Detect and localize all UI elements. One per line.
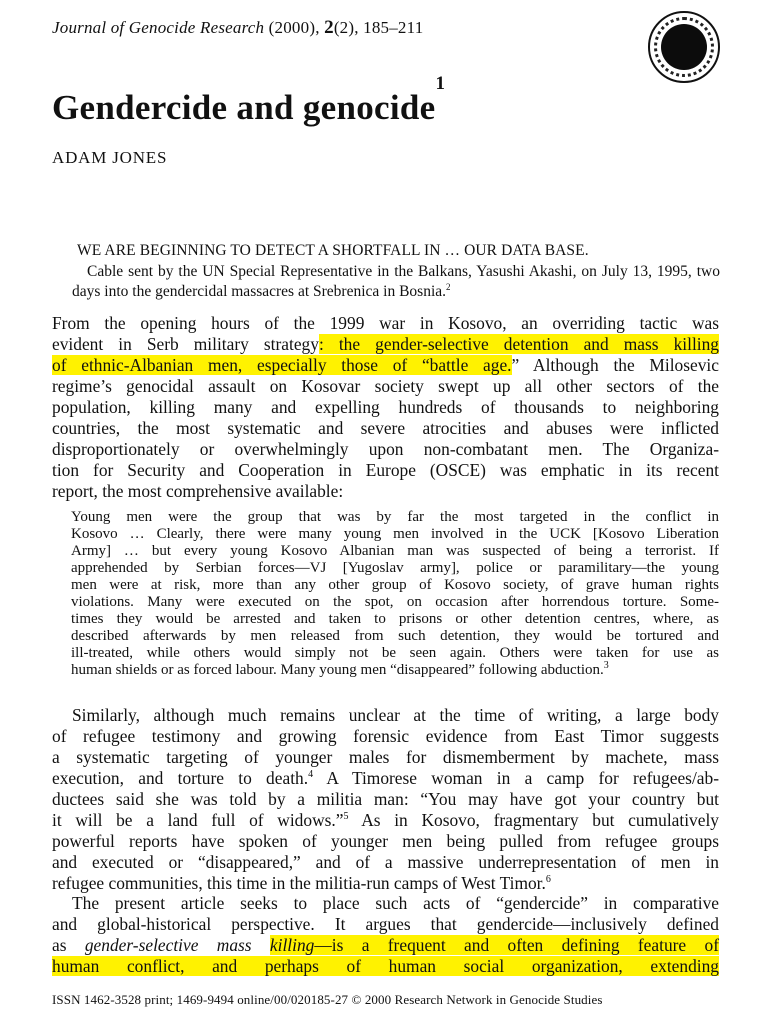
epigraph-quote: WE ARE BEGINNING TO DETECT A SHORTFALL IN … OUR DATA BASE. [77, 242, 589, 259]
highlighted-text: —is a frequent and often defining feature of [314, 935, 719, 955]
quote-line: times they would be arrested and taken to prisons or other detention centres, where, as [71, 611, 719, 627]
p1-line [52, 334, 719, 354]
quote-line: men were at risk, more than any other group of Kosovo society, of grave human rights [71, 577, 719, 593]
footnote-marker: 5 [343, 811, 349, 823]
p1-line: regime’s genocidal assault on Kosovar society swept up all other sectors of the [52, 376, 719, 396]
highlighted-text: : the gender-selective detention and mass killing [318, 334, 719, 354]
p1-line: countries, the most systematic and severe atrocities and abuses were inflicted [52, 418, 719, 438]
p1-line: tion for Security and Cooperation in Europe (OSCE) was emphatic in its recent [52, 460, 719, 480]
p2-text: it will be a land full of widows.” [52, 810, 344, 830]
footnote-marker: 4 [308, 769, 314, 781]
italic-text: gender-selective mass [84, 935, 270, 955]
footnote-marker: 6 [545, 874, 551, 886]
p2-line: ductees said she was told by a militia man: “You may have got your country but [52, 789, 719, 809]
quote-line: violations. Many were executed on the spot, on occasion after horrendous torture. Some- [71, 594, 719, 610]
p2-line [52, 768, 719, 788]
epigraph-footnote-marker: 2 [446, 281, 451, 292]
p1-line [52, 313, 719, 333]
p1-text: evident in Serb military strategy [52, 334, 319, 354]
p2-line [52, 810, 719, 830]
p2-text: execution, and torture to death. [52, 768, 309, 788]
p2-line: Similarly, although much remains unclear at the time of writing, a large body [72, 705, 719, 725]
quote-line [71, 661, 719, 679]
p2-text: refugee communities, this time in the militia-run camps of West Timor. [52, 873, 546, 893]
seal-core [661, 24, 707, 70]
p3-text: as [52, 935, 85, 955]
quote-line: Army] … but every young Kosovo Albanian man was suspected of being a terrorist. If [71, 543, 719, 559]
p1-line: report, the most comprehensive available: [52, 481, 344, 501]
p2-line: and executed or “disappeared,” and of a massive underrepresentation of men in [52, 852, 719, 872]
quote-line: Kosovo … Clearly, there were many young men involved in the UCK [Kosovo Liberation [71, 526, 719, 542]
footer-issn: ISSN 1462-3528 print; 1469-9494 online/00/020185-27 © 2000 Research Network in Genocide Studies [52, 992, 603, 1007]
p1-line: disproportionately or overwhelmingly upon non-combatant men. The Organiza- [52, 439, 719, 459]
highlighted-italic-text: killing [269, 935, 315, 955]
article-author: ADAM JONES [52, 148, 168, 167]
p3-line [52, 956, 719, 976]
p1-line: population, killing many and expelling hundreds of thousands to neighboring [52, 397, 719, 417]
quote-line: ill-treated, while others would simply not be seen again. Others were taken for use as [71, 645, 719, 661]
p3-line: and global-historical perspective. It argues that gendercide—inclusively defined [52, 914, 719, 934]
quote-line: apprehended by Serbian forces—VJ [Yugoslav army], police or paramilitary—the young [71, 560, 719, 576]
p1-text: ” Although the Milosevic [511, 355, 719, 375]
journal-name: Journal of Genocide Research [52, 18, 265, 37]
title-footnote-marker: 1 [435, 73, 446, 94]
p2-text: A Timorese woman in a camp for refugees/ab- [313, 768, 719, 788]
p2-line: powerful reports have spoken of younger men being pulled from refugee groups [52, 831, 719, 851]
journal-year: (2000), [268, 18, 320, 37]
p2-line [52, 873, 719, 893]
highlighted-text: human conflict, and perhaps of human social organization, extending [52, 956, 719, 976]
article-title [52, 73, 446, 128]
highlighted-text: of ethnic-Albanian men, especially those of “battle age. [52, 355, 512, 375]
quote-footnote-marker: 3 [603, 660, 609, 671]
p3-line [52, 935, 719, 955]
journal-volume: 2 [324, 17, 334, 38]
article-title-text: Gendercide and genocide [52, 88, 436, 127]
p2-line: a systematic targeting of younger males for dismemberment by machete, mass [52, 747, 719, 767]
epigraph-attribution-text: Cable sent by the UN Special Representative in the Balkans, Yasushi Akashi, on July 13, 1995, two days into the gendercidal massacres at Srebrenica in Bosnia. [72, 263, 720, 300]
quote-line: Young men were the group that was by far the most targeted in the conflict in [71, 509, 719, 525]
quote-line-text: human shields or as forced labour. Many young men “disappeared” following abduction. [71, 662, 604, 678]
p2-text: As in Kosovo, fragmentary but cumulatively [348, 810, 719, 830]
journal-issue-pages: (2), 185–211 [333, 18, 424, 37]
epigraph-attribution [72, 262, 720, 302]
p1-text: From the opening hours of the 1999 war in Kosovo, an overriding tactic was [52, 313, 719, 333]
library-stamp-seal [648, 11, 720, 83]
journal-citation [52, 17, 423, 39]
p2-line: of refugee testimony and growing forensic evidence from East Timor suggests [52, 726, 719, 746]
p1-line [52, 355, 719, 375]
p3-line: The present article seeks to place such acts of “gendercide” in comparative [72, 893, 719, 913]
quote-line: described afterwards by men released from such detention, they would be tortured and [71, 628, 719, 644]
